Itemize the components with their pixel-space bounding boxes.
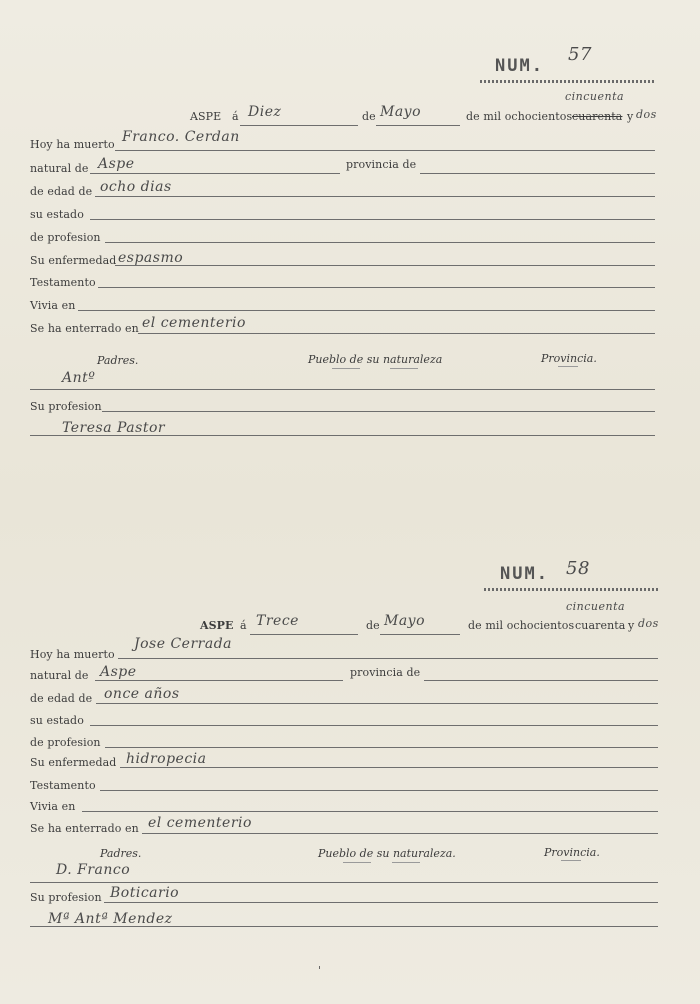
place-label: ASPE <box>200 619 234 632</box>
y-label: y <box>628 619 635 632</box>
label-edad: de edad de <box>30 185 93 198</box>
year-unit: dos <box>638 617 659 630</box>
label-profesion: de profesion <box>30 736 101 749</box>
footer-mark: ' <box>318 964 322 977</box>
struck-decade: cuarenta <box>575 619 626 632</box>
value-natural: Aspe <box>98 156 135 172</box>
record-number-value: 58 <box>566 558 590 579</box>
label-enterrado: Se ha enterrado en <box>30 322 139 335</box>
value-muerto: Franco. Cerdan <box>122 129 240 145</box>
label-provincia: provincia de <box>346 158 417 171</box>
month-value: Mayo <box>380 104 422 120</box>
day-value: Trece <box>256 613 299 629</box>
header-provincia: Provincia. <box>541 352 597 365</box>
label-edad: de edad de <box>30 692 93 705</box>
label-estado: su estado <box>30 714 84 727</box>
value-edad: ocho dias <box>100 179 172 195</box>
day-value: Diez <box>248 104 282 120</box>
year-prefix: de mil ochocientos <box>468 619 575 632</box>
a-label: á <box>240 619 247 632</box>
de-label: de <box>366 619 380 632</box>
label-testamento: Testamento <box>30 779 96 792</box>
record-number-value: 57 <box>568 44 592 65</box>
header-pueblo: Pueblo de su naturaleza <box>308 353 443 366</box>
label-profesion: de profesion <box>30 231 101 244</box>
label-enfermedad: Su enfermedad <box>30 254 117 267</box>
header-provincia: Provincia. <box>544 846 600 859</box>
struck-decade: cuarenta <box>572 110 623 123</box>
label-vivia: Vivia en <box>30 299 76 312</box>
label-su-profesion: Su profesion <box>30 891 102 904</box>
record-number-label: NUM. <box>500 564 549 584</box>
number-underline <box>480 80 656 83</box>
month-value: Mayo <box>384 613 426 629</box>
label-hoy: Hoy ha muerto <box>30 138 115 151</box>
label-su-profesion: Su profesion <box>30 400 102 413</box>
value-padre: Antº <box>62 370 96 386</box>
value-muerto: Jose Cerrada <box>134 636 232 652</box>
record-number-label: NUM. <box>495 56 544 76</box>
value-edad: once años <box>104 686 180 702</box>
label-vivia: Vivia en <box>30 800 76 813</box>
y-label: y <box>627 110 634 123</box>
label-provincia: provincia de <box>350 666 421 679</box>
label-enterrado: Se ha enterrado en <box>30 822 139 835</box>
value-natural: Aspe <box>100 664 137 680</box>
header-padres: Padres. <box>97 354 139 367</box>
a-label: á <box>232 110 239 123</box>
year-unit: dos <box>636 108 657 121</box>
value-su-profesion: Boticario <box>110 885 180 901</box>
place-label: ASPE <box>190 110 222 123</box>
value-enfermedad: espasmo <box>118 250 184 266</box>
label-estado: su estado <box>30 208 84 221</box>
value-enterrado: el cementerio <box>142 315 246 331</box>
label-testamento: Testamento <box>30 276 96 289</box>
decade-correction: cincuenta <box>565 90 625 103</box>
value-madre: Teresa Pastor <box>62 420 166 436</box>
value-padre: D. Franco <box>56 862 131 878</box>
label-natural: natural de <box>30 162 89 175</box>
de-label: de <box>362 110 376 123</box>
header-padres: Padres. <box>100 847 142 860</box>
value-madre: Mª Antª Mendez <box>48 911 173 927</box>
label-hoy: Hoy ha muerto <box>30 648 115 661</box>
year-prefix: de mil ochocientos <box>466 110 573 123</box>
label-enfermedad: Su enfermedad <box>30 756 117 769</box>
header-pueblo: Pueblo de su naturaleza. <box>318 847 456 860</box>
decade-correction: cincuenta <box>566 600 626 613</box>
value-enfermedad: hidropecia <box>126 751 207 767</box>
number-underline <box>484 588 660 591</box>
value-enterrado: el cementerio <box>148 815 252 831</box>
label-natural: natural de <box>30 669 89 682</box>
